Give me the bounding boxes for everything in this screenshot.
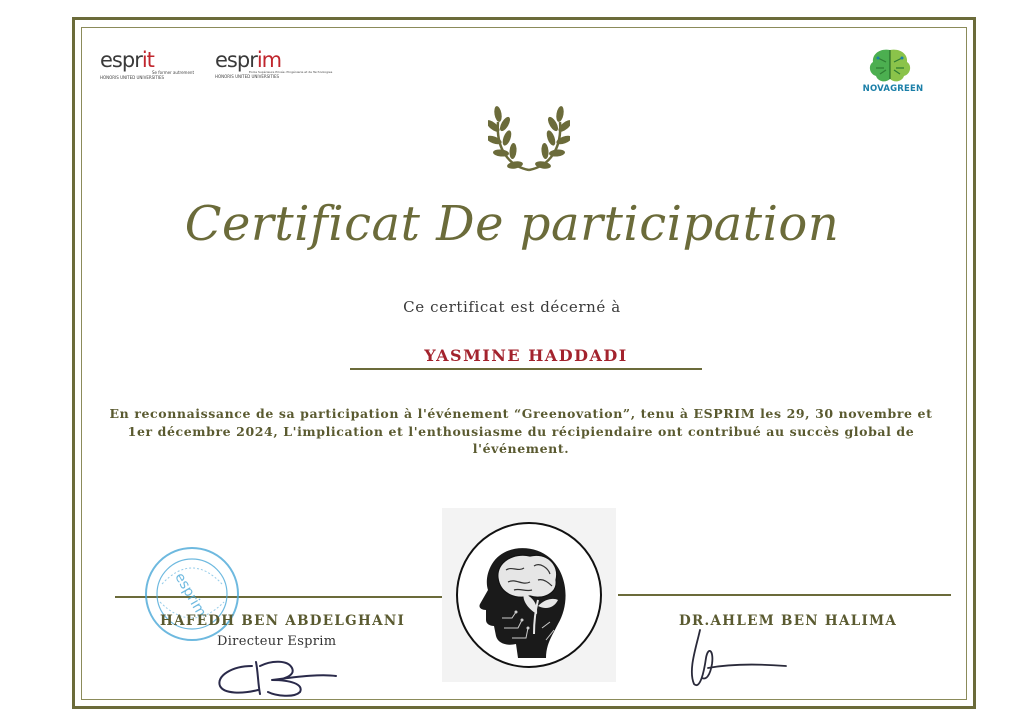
esprit-logo-tagline: Se former autrement — [152, 70, 195, 75]
certificate-title: Certificat De participation — [184, 196, 840, 252]
greenovation-emblem — [442, 508, 616, 682]
novagreen-brain-icon — [864, 46, 916, 86]
esprit-logo-accent: it — [141, 48, 154, 72]
esprit-logo-main: espr — [100, 48, 142, 72]
esprim-logo-main: espr — [215, 48, 257, 72]
esprim-logo — [215, 50, 332, 79]
certificate-body: En reconnaissance de sa participation à l'événement “Greenovation”, tenu à ESPRIM les 29, 30 novembre et 1er décembre 2024, L'implication et l'enthousiasme du récipiendaire ont contribué au succès global de l'événement. — [109, 406, 933, 456]
right-signature-line — [618, 594, 951, 596]
right-signature — [680, 628, 790, 690]
awarded-to-text: Ce certificat est décerné à — [403, 298, 621, 316]
esprim-logo-accent: im — [256, 48, 282, 72]
esprim-logo-affiliation: HONORIS UNITED UNIVERSITIES — [215, 73, 280, 79]
esprit-logo — [100, 50, 194, 81]
esprit-logo-affiliation: HONORIS UNITED UNIVERSITIES — [100, 74, 165, 80]
left-signatory-role: Directeur Esprim — [217, 634, 337, 649]
left-signatory-name: HAFEDH BEN ABDELGHANI — [160, 613, 406, 629]
esprim-stamp — [142, 544, 242, 644]
laurel-wreath-icon — [488, 100, 570, 174]
stamp-text: esprim — [171, 570, 210, 620]
recipient-underline — [350, 368, 702, 370]
novagreen-label: NOVAGREEN — [862, 84, 924, 94]
esprim-logo-tagline: Ecole Supérieure Privée d'Ingénierie et de Technologies — [249, 70, 333, 74]
recipient-name: YASMINE HADDADI — [424, 346, 628, 365]
left-signature — [212, 652, 342, 700]
right-signatory-name: DR.AHLEM BEN HALIMA — [679, 613, 898, 629]
